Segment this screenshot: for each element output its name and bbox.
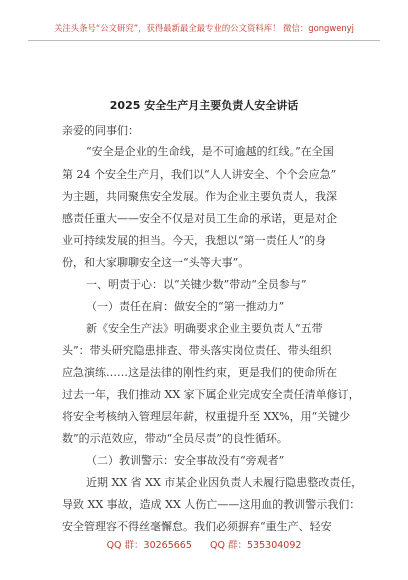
paragraph-line: 安全管理容不得丝毫懈怠。我们必须摒弃“重生产、轻安 (62, 520, 332, 533)
paragraph-line: 新《安全生产法》明确要求企业主要负责人“五带 (86, 322, 323, 335)
salutation: 亲爱的同事们： (62, 124, 139, 137)
qq-group-label: QQ 群： (210, 540, 248, 551)
subsection-heading: （一）责任在肩：做安全的“第一推动力” (86, 300, 285, 313)
qq-group-label: QQ 群： (106, 540, 144, 551)
subsection-heading: （二）教训警示：安全事故没有“旁观者” (86, 454, 285, 467)
header-divider (28, 40, 380, 41)
paragraph-line: 份，和大家聊聊安全这一“头等大事”。 (62, 256, 250, 269)
paragraph-line: 导致 XX 事故，造成 XX 人伤亡——这用血的教训警示我们： (62, 498, 361, 511)
document-title: 2025 安全生产月主要负责人安全讲话 (109, 99, 299, 112)
paragraph-line: 头”：带头研究隐患排查、带头落实岗位责任、带头组织 (62, 344, 332, 357)
header-banner: 关注头条号“公文研究”，获得最新最全最专业的公文资料库！ 微信：gongwenyj (54, 23, 354, 33)
section-heading: 一、明责于心：以“关键少数”带动“全员参与” (86, 278, 307, 291)
paragraph-line: 将安全考核纳入管理层年薪，权重提升至 XX%，用“关键少 (62, 410, 351, 423)
paragraph-line: 业可持续发展的担当。今天，我想以“第一责任人”的身 (62, 234, 327, 247)
paragraph-line: 感责任重大——安全不仅是对员工生命的承诺，更是对企 (62, 212, 337, 225)
qq-group-number: 535304092 (247, 540, 302, 551)
paragraph-line: 为主题，共同聚焦安全发展。作为企业主要负责人，我深 (62, 190, 337, 203)
paragraph-line: 过去一年，我们推动 XX 家下属企业完成安全责任清单修订， (62, 388, 360, 401)
paragraph-line: 应急演练……这是法律的刚性约束，更是我们的使命所在 (62, 366, 337, 379)
qq-group-number: 30265665 (143, 540, 192, 551)
paragraph-line: 数”的示范效应，带动“全员尽责”的良性循环。 (62, 432, 288, 445)
footer-banner (0, 537, 408, 551)
paragraph-line: 近期 XX 省 XX 市某企业因负责人未履行隐患整改责任， (86, 476, 363, 489)
paragraph-line: 第 24 个安全生产月，我们以“人人讲安全、个个会应急” (62, 168, 337, 181)
paragraph-line: “安全是企业的生命线，是不可逾越的红线。”在全国 (86, 145, 334, 158)
